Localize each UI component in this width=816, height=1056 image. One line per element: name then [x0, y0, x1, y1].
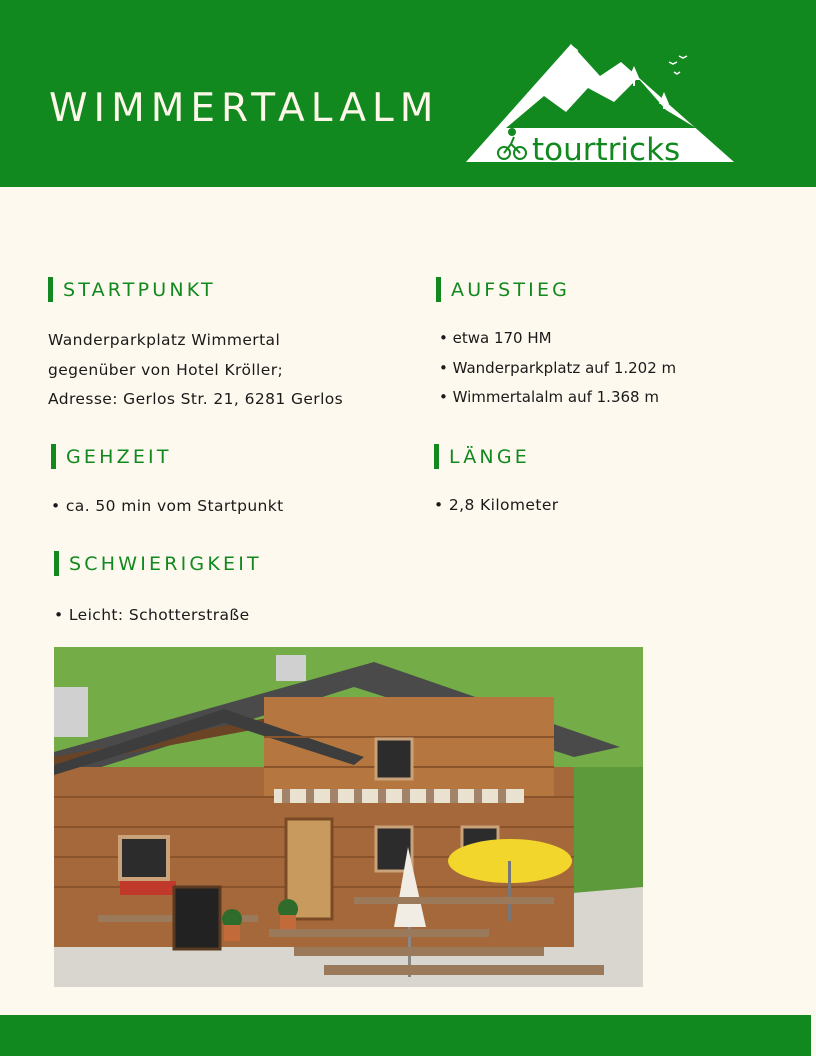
list-item: • Wimmertalalm auf 1.368 m	[439, 388, 659, 406]
heading-accent-bar	[51, 444, 56, 469]
list-item: • Wanderparkplatz auf 1.202 m	[439, 358, 677, 377]
section-title: SCHWIERIGKEIT	[69, 552, 262, 575]
section-laenge	[434, 444, 559, 521]
startpunkt-text	[48, 326, 343, 415]
section-title: LÄNGE	[449, 445, 530, 468]
list-item: • 2,8 Kilometer	[434, 496, 559, 514]
section-heading	[434, 444, 559, 469]
alm-hut-photo	[54, 647, 643, 987]
text-line: gegenüber von Hotel Kröller;	[48, 360, 284, 379]
section-heading	[436, 277, 676, 302]
logo-text: tourtricks	[532, 132, 681, 166]
aufstieg-list	[439, 324, 676, 413]
section-heading	[48, 277, 343, 302]
heading-accent-bar	[48, 277, 53, 302]
list-item: • ca. 50 min vom Startpunkt	[51, 497, 284, 515]
list-item: • etwa 170 HM	[439, 329, 552, 347]
section-heading	[51, 444, 284, 469]
text-line: Adresse: Gerlos Str. 21, 6281 Gerlos	[48, 390, 344, 408]
list-item: • Leicht: Schotterstraße	[54, 606, 250, 624]
section-title: AUFSTIEG	[451, 278, 571, 301]
gehzeit-list	[51, 492, 284, 522]
text-line: Wanderparkplatz Wimmertal	[48, 331, 281, 349]
section-startpunkt	[48, 277, 343, 415]
section-gehzeit	[51, 444, 284, 522]
tourtricks-logo	[466, 40, 734, 166]
section-aufstieg	[436, 277, 676, 413]
heading-accent-bar	[54, 551, 59, 576]
section-heading	[54, 551, 262, 576]
header-banner	[0, 0, 816, 187]
section-schwierigkeit	[54, 551, 262, 631]
page-title: WIMMERTALALM	[49, 86, 440, 131]
heading-accent-bar	[436, 277, 441, 302]
section-title: STARTPUNKT	[63, 278, 216, 301]
schwierigkeit-list	[54, 601, 262, 631]
section-title: GEHZEIT	[66, 445, 172, 468]
laenge-list	[434, 491, 559, 521]
heading-accent-bar	[434, 444, 439, 469]
footer-bar	[0, 1015, 811, 1056]
